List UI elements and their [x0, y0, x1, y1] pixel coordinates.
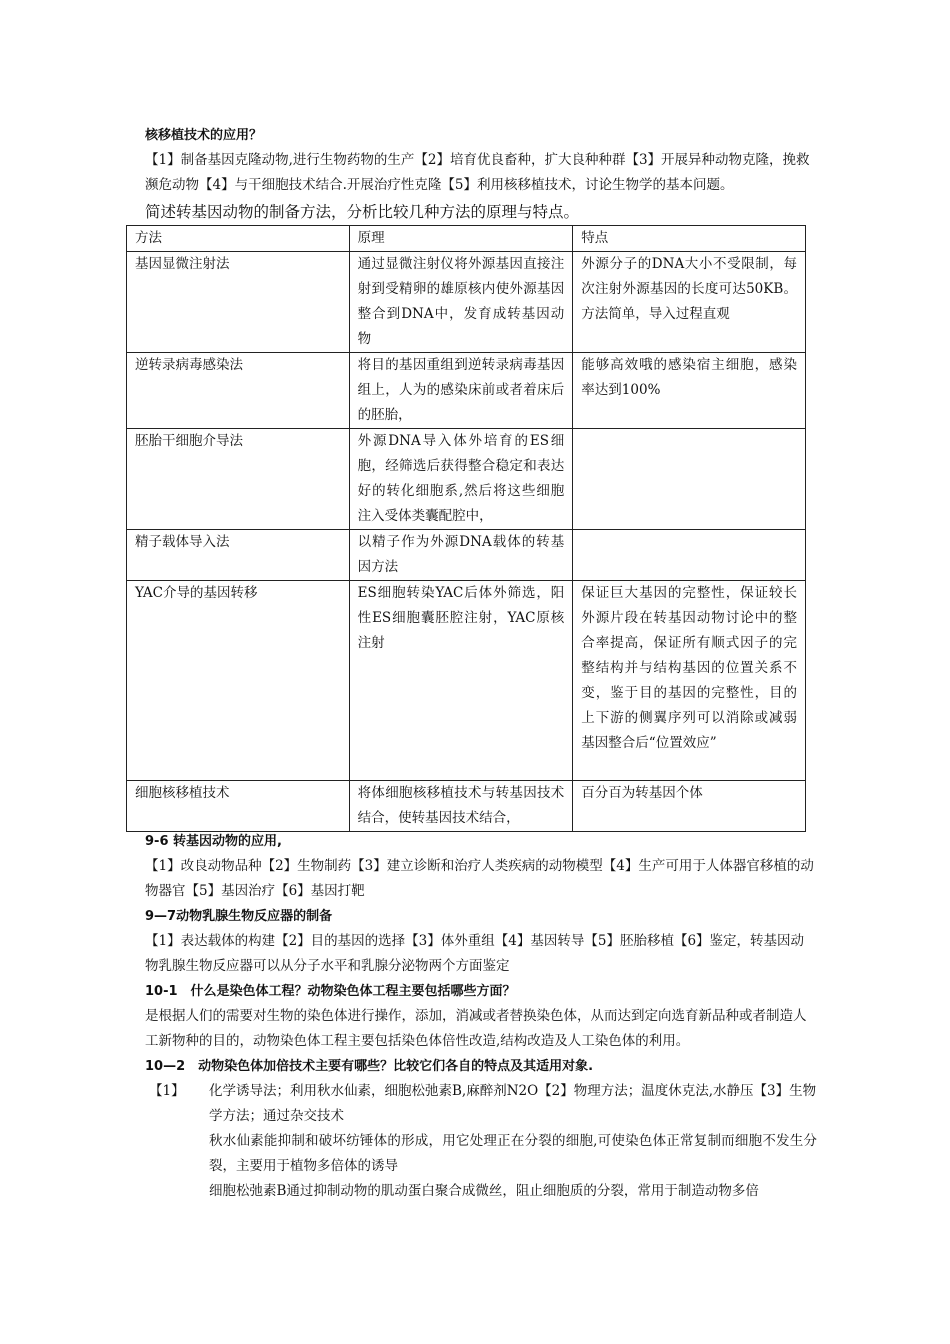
section-10-2-heading: 10—2 动物染色体加倍技术主要有哪些？比较它们各自的特点及其适用对象.	[145, 1059, 594, 1074]
section-10-1-text: 是根据人们的需要对生物的染色体进行操作，添加，消减或者替换染色体，从而达到定向选育新品种或者制造人工新物种的目的，动物染色体工程主要包括染色体倍性改造,结构改造及人工染色体的利用。	[145, 1008, 807, 1049]
nuclear-transfer-heading: 核移植技术的应用？	[145, 128, 263, 143]
table-cell	[573, 530, 806, 581]
section-10-1-heading: 10-1 什么是染色体工程？动物染色体工程主要包括哪些方面？	[145, 984, 516, 999]
table-row	[127, 353, 806, 429]
table-row	[127, 781, 806, 832]
transgenic-methods-title: 简述转基因动物的制备方法，分析比较几种方法的原理与特点。	[145, 203, 580, 221]
table-cell: 能够高效哦的感染宿主细胞，感染率达到100%	[573, 353, 806, 429]
nuclear-transfer-text: 【1】制备基因克隆动物,进行生物药物的生产【2】培育优良畜种，扩大良种种群【3】开展异种动物克隆，挽救濒危动物【4】与干细胞技术结合.开展治疗性克隆【5】利用核移植技术，讨论生物学的基本问题。	[145, 152, 810, 193]
table-cell: 细胞核移植技术	[127, 781, 350, 832]
table-row	[127, 252, 806, 353]
section-10-2-paragraph: 秋水仙素能抑制和破坏纺锤体的形成，用它处理正在分裂的细胞,可使染色体正常复制而细胞不发生分裂，主要用于植物多倍体的诱导	[209, 1133, 817, 1174]
table-cell: 百分百为转基因个体	[573, 781, 806, 832]
table-cell: 通过显微注射仪将外源基因直接注射到受精卵的雄原核内使外源基因整合到DNA中，发育成转基因动物	[349, 252, 573, 353]
table-cell: 基因显微注射法	[127, 252, 350, 353]
item-number: 【1】	[149, 1083, 185, 1099]
section-10-2-item	[145, 1079, 817, 1129]
table-row	[127, 530, 806, 581]
header-method: 方法	[127, 226, 350, 252]
table-cell: 精子载体导入法	[127, 530, 350, 581]
item-text: 化学诱导法；利用秋水仙素，细胞松弛素B,麻醉剂N2O【2】物理方法；温度休克法,水静压【3】生物学方法；通过杂交技术	[209, 1083, 817, 1124]
header-principle: 原理	[349, 226, 573, 252]
transgenic-methods-table	[126, 225, 806, 832]
table-row	[127, 429, 806, 530]
table-cell: 逆转录病毒感染法	[127, 353, 350, 429]
table-cell: YAC介导的基因转移	[127, 581, 350, 781]
table-cell	[573, 429, 806, 530]
table-cell: 以精子作为外源DNA载体的转基因方法	[349, 530, 573, 581]
header-feature: 特点	[573, 226, 806, 252]
table-cell: 将目的基因重组到逆转录病毒基因组上，人为的感染床前或者着床后的胚胎，	[349, 353, 573, 429]
table-cell: 保证巨大基因的完整性，保证较长外源片段在转基因动物讨论中的整合率提高，保证所有顺式因子的完整结构并与结构基因的位置关系不变，鉴于目的基因的完整性，目的上下游的侧翼序列可以消除或减弱基因整合后“位置效应”	[573, 581, 806, 781]
section-9-6-text: 【1】改良动物品种【2】生物制药【3】建立诊断和治疗人类疾病的动物模型【4】生产可用于人体器官移植的动物器官【5】基因治疗【6】基因打靶	[145, 858, 814, 899]
table-cell: 将体细胞核移植技术与转基因技术结合，使转基因技术结合，	[349, 781, 573, 832]
table-cell: 外源分子的DNA大小不受限制，每次注射外源基因的长度可达50KB。方法简单，导入过程直观	[573, 252, 806, 353]
table-cell: 胚胎干细胞介导法	[127, 429, 350, 530]
section-10-2-paragraph: 细胞松弛素B通过抑制动物的肌动蛋白聚合成微丝，阻止细胞质的分裂，常用于制造动物多倍	[209, 1183, 759, 1199]
table-header-row	[127, 226, 806, 252]
section-9-7-heading: 9—7动物乳腺生物反应器的制备	[145, 909, 333, 924]
section-9-7-text: 【1】表达载体的构建【2】目的基因的选择【3】体外重组【4】基因转导【5】胚胎移植【6】鉴定，转基因动物乳腺生物反应器可以从分子水平和乳腺分泌物两个方面鉴定	[145, 933, 805, 974]
table-cell: ES细胞转染YAC后体外筛选，阳性ES细胞囊胚腔注射，YAC原核注射	[349, 581, 573, 781]
table-row	[127, 581, 806, 781]
section-9-6-heading: 9-6 转基因动物的应用,	[145, 834, 282, 849]
table-cell: 外源DNA导入体外培育的ES细胞，经筛选后获得整合稳定和表达好的转化细胞系,然后将这些细胞注入受体类囊配腔中，	[349, 429, 573, 530]
